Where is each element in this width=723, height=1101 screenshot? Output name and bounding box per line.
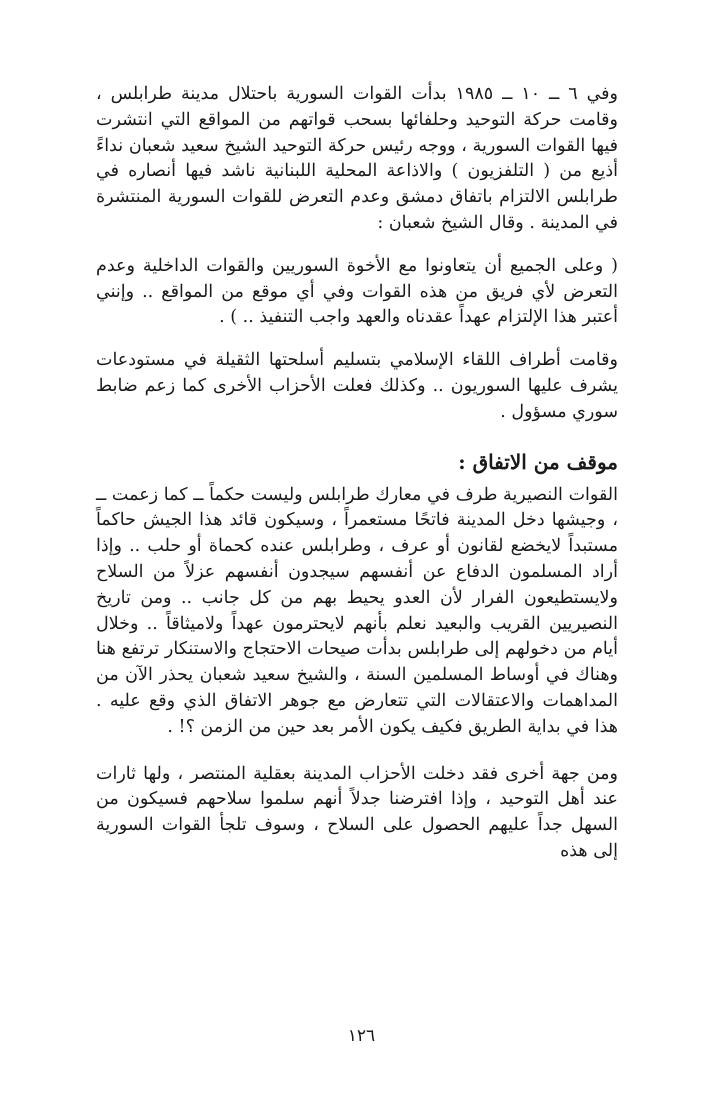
paragraph-nusayri-forces: القوات النصيرية طرف في معارك طرابلس وليست حكماً ــ كما زعمت ــ ، وجيشها دخل المدينة فاتحًا مستعمراً ، وسيكون قائد هذا الجيش حاكماً مستبداً لايخضع لقانون أو عرف ، وطرابلس عنده كحماة أو حلب .. وإذا أراد المسلمون الدفاع عن أنفسهم سيجدون أنفسهم عزلاً من السلاح ولايستطيعون الفرار لأن العدو يحيط بهم من كل جانب .. ومن تاريخ النصيريين القريب والبعيد نعلم بأنهم لايحترمون عهداً ولاميثاقاً .. وخلال أيام من دخولهم إلى طرابلس بدأت صيحات الاحتجاج والاستنكار ترتفع هنا وهناك في أوساط المسلمين السنة ، والشيخ سعيد شعبان يحذر الآن من المداهمات والاعتقالات التي تتعارض مع جوهر الاتفاق الذي وقع عليه . هذا في بداية الطريق فكيف يكون الأمر بعد حين من الزمن ؟! . bbox=[96, 484, 618, 737]
book-page-body bbox=[96, 82, 618, 865]
paragraph-shaban-quote: ( وعلى الجميع أن يتعاونوا مع الأخوة السوريين والقوات الداخلية وعدم التعرض لأي فريق من هذه القوات وفي أي موقع من المواقع .. وإنني أعتبر هذا الإلتزام عهداً عقدناه والعهد واجب التنفيذ .. ) . bbox=[96, 255, 618, 328]
paragraph-syrian-entry: وفي ٦ ــ ١٠ ــ ١٩٨٥ بدأت القوات السورية باحتلال مدينة طرابلس ، وقامت حركة التوحيد وحلفائها بسحب قواتهم من المواقع التي انتشرت فيها القوات السورية ، ووجه رئيس حركة التوحيد الشيخ سعيد شعبان نداءً أذيع من ( التلفزيون ) والاذاعة المحلية اللبنانية ناشد فيها أنصاره في طرابلس الالتزام باتفاق دمشق وعدم التعرض للقوات السورية المنتشرة في المدينة . وقال الشيخ شعبان : bbox=[96, 84, 618, 233]
paragraph-gap bbox=[96, 331, 618, 348]
paragraph-weapons-handover: وقامت أطراف اللقاء الإسلامي بتسليم أسلحتها الثقيلة في مستودعات يشرف عليها السوريون .. وكذلك فعلت الأحزاب الأخرى كما زعم ضابط سوري مسؤول . bbox=[96, 350, 618, 422]
section-heading: موقف من الاتفاق : bbox=[458, 449, 618, 474]
paragraph-parties-entry: ومن جهة أخرى فقد دخلت الأحزاب المدينة بعقلية المنتصر ، ولها ثارات عند أهل التوحيد ، وإذا افترضنا جدلاً أنهم سلموا سلاحهم فسيكون من السهل جداً عليهم الحصول على السلاح ، وسوف تلجأ القوات السورية إلى هذه bbox=[96, 763, 618, 861]
paragraph-gap bbox=[96, 237, 618, 254]
paragraph-gap bbox=[96, 426, 618, 447]
page-number: ١٢٦ bbox=[347, 1026, 376, 1046]
paragraph-gap bbox=[96, 741, 618, 762]
